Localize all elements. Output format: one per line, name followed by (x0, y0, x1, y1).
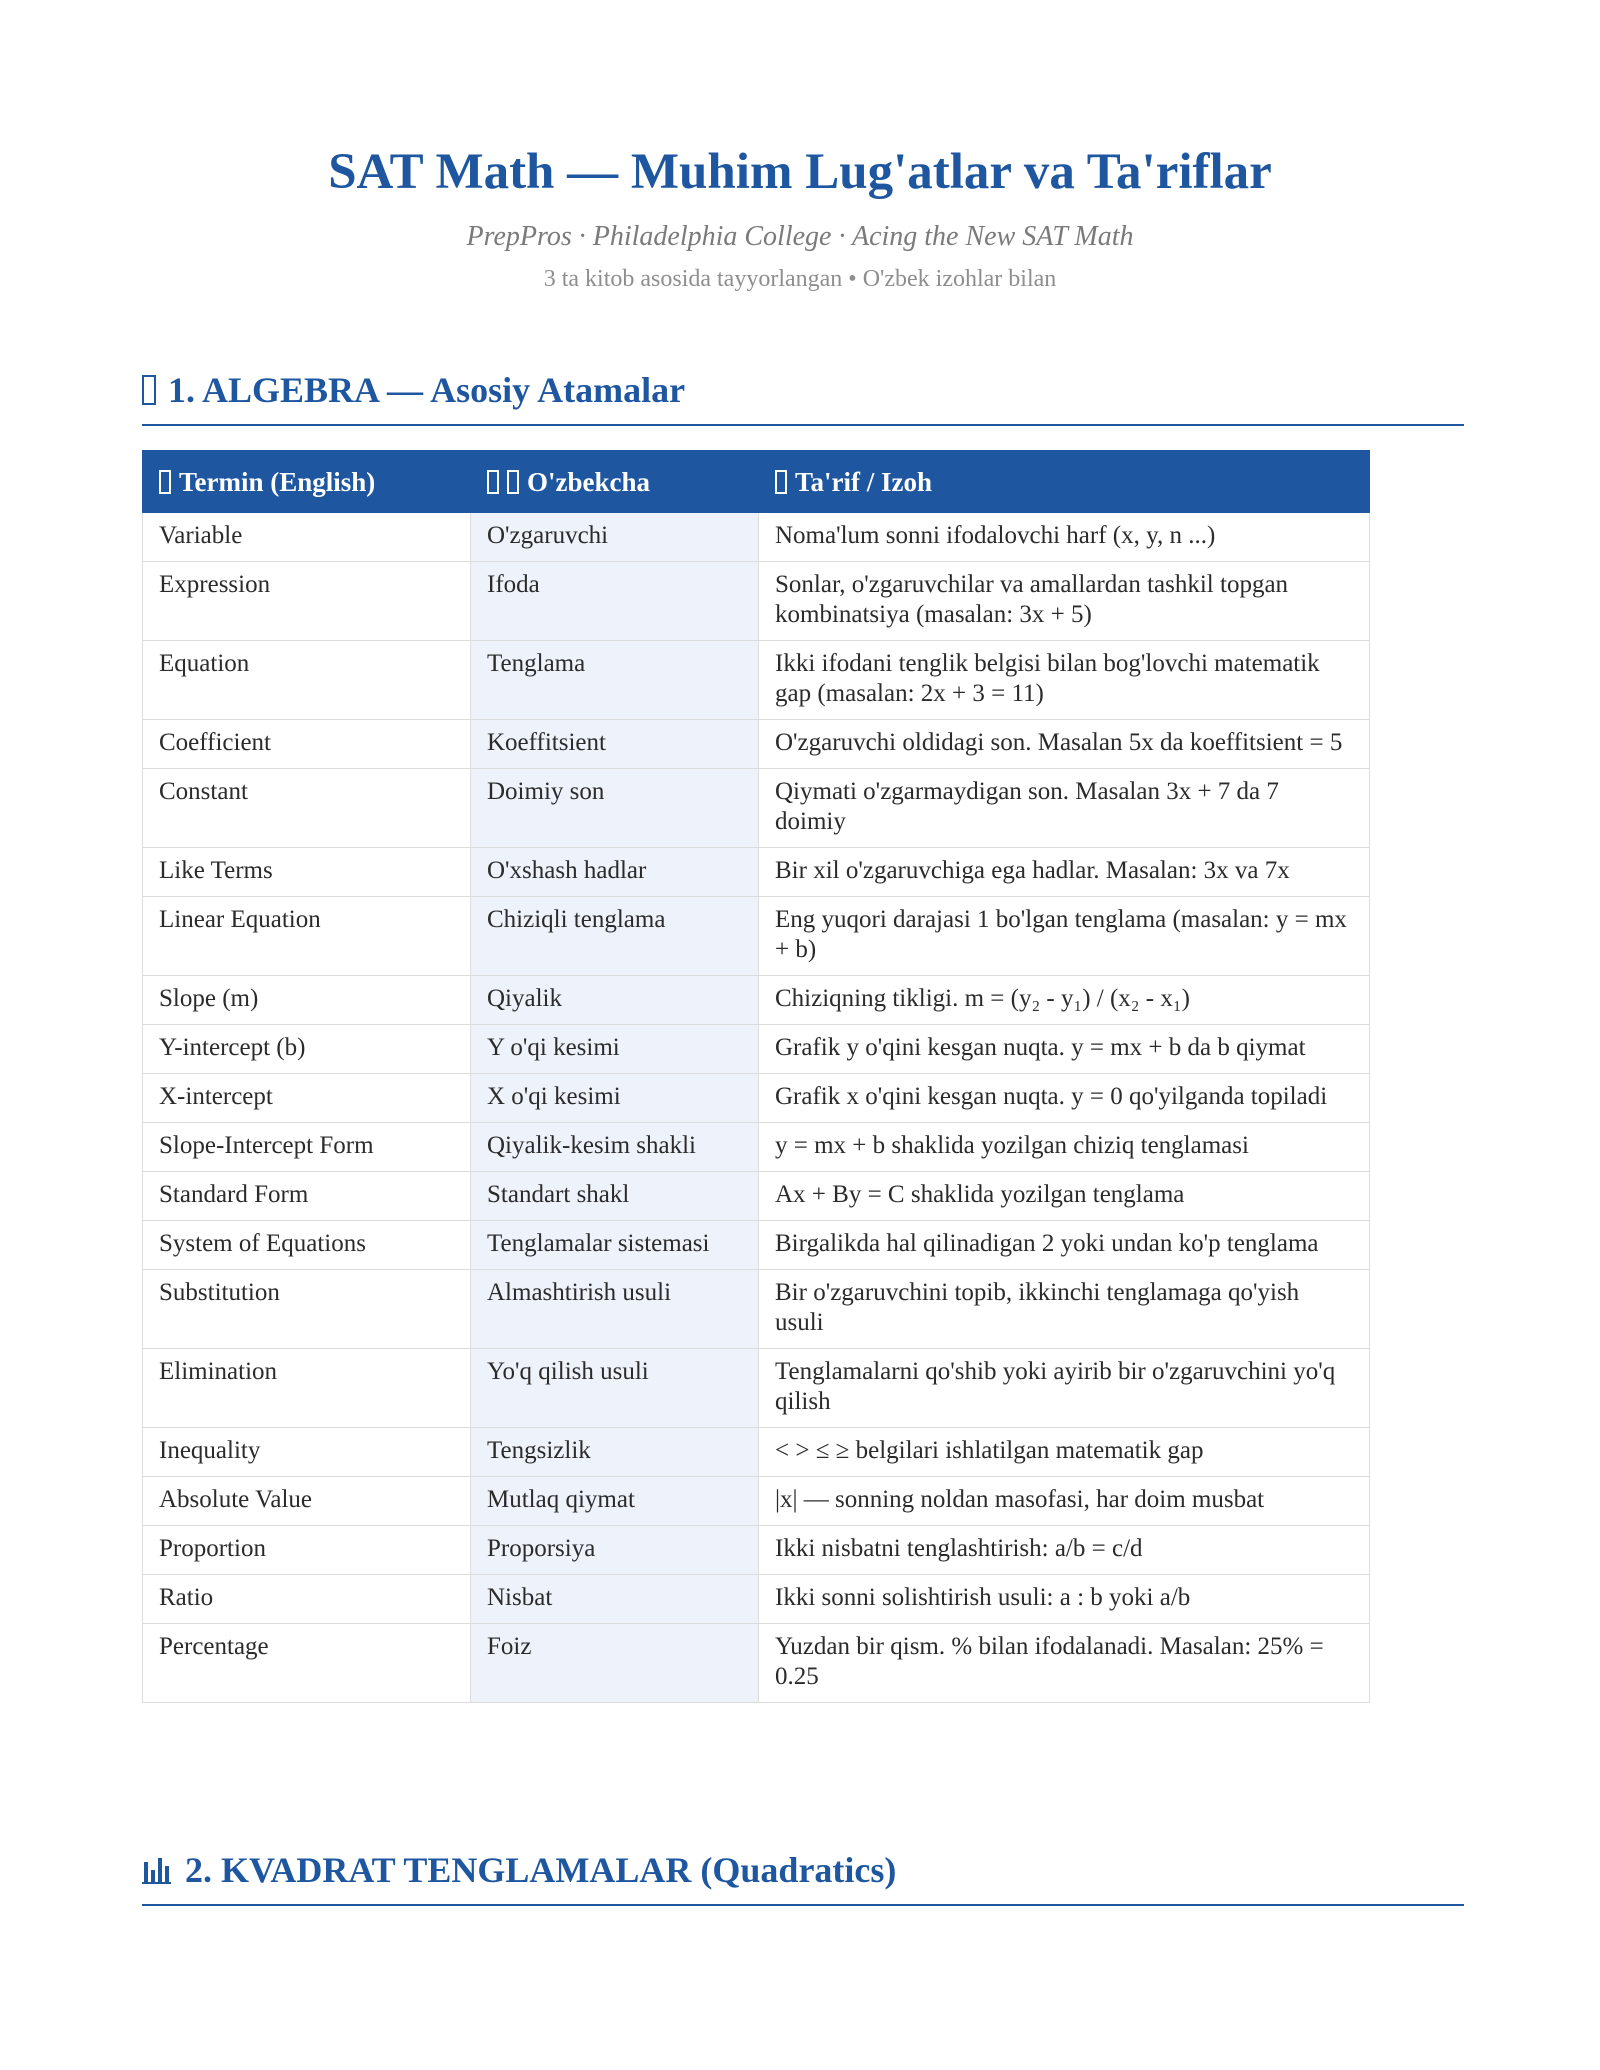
term-cell: Inequality (143, 1428, 471, 1477)
table-row (143, 1477, 1370, 1526)
term-cell: Y-intercept (b) (143, 1025, 471, 1074)
table-row (143, 1123, 1370, 1172)
uzbek-cell: Qiyalik-kesim shakli (471, 1123, 759, 1172)
term-cell: Variable (143, 513, 471, 562)
term-cell: Substitution (143, 1270, 471, 1349)
uzbek-cell: Foiz (471, 1624, 759, 1703)
uzbek-cell: Koeffitsient (471, 720, 759, 769)
table-row (143, 1172, 1370, 1221)
table-row (143, 1575, 1370, 1624)
term-cell: Percentage (143, 1624, 471, 1703)
missing-glyph-icon (775, 470, 787, 494)
bar-chart-icon (142, 1856, 171, 1884)
term-cell: Elimination (143, 1349, 471, 1428)
table-row (143, 1526, 1370, 1575)
uzbek-cell: Standart shakl (471, 1172, 759, 1221)
section-heading-quadratics (142, 1848, 1464, 1906)
definition-cell: Bir xil o'zgaruvchiga ega hadlar. Masalan: 3x va 7x (759, 848, 1370, 897)
table-row (143, 769, 1370, 848)
uzbek-cell: Yo'q qilish usuli (471, 1349, 759, 1428)
definition-cell: Qiymati o'zgarmaydigan son. Masalan 3x + 7 da 7 doimiy (759, 769, 1370, 848)
term-cell: Coefficient (143, 720, 471, 769)
uzbek-cell: Ifoda (471, 562, 759, 641)
table-row (143, 720, 1370, 769)
term-cell: Expression (143, 562, 471, 641)
uzbek-cell: O'zgaruvchi (471, 513, 759, 562)
table-row (143, 1270, 1370, 1349)
definition-cell: Chiziqning tikligi. m = (y₂ - y₁) / (x₂ - x₁) (759, 976, 1370, 1025)
uzbek-cell: Nisbat (471, 1575, 759, 1624)
term-cell: Absolute Value (143, 1477, 471, 1526)
missing-glyph-icon (487, 470, 499, 494)
table-row (143, 1221, 1370, 1270)
column-header-uzbek (471, 451, 759, 513)
definition-cell: y = mx + b shaklida yozilgan chiziq tenglamasi (759, 1123, 1370, 1172)
uzbek-cell: Y o'qi kesimi (471, 1025, 759, 1074)
table-row (143, 848, 1370, 897)
column-header-label: Termin (English) (179, 466, 376, 497)
table-row (143, 1428, 1370, 1477)
table-row (143, 1349, 1370, 1428)
term-cell: Equation (143, 641, 471, 720)
section-title: 1. ALGEBRA — Asosiy Atamalar (168, 370, 686, 410)
definition-cell: Birgalikda hal qilinadigan 2 yoki undan ko'p tenglama (759, 1221, 1370, 1270)
term-cell: Proportion (143, 1526, 471, 1575)
uzbek-cell: Proporsiya (471, 1526, 759, 1575)
table-row (143, 513, 1370, 562)
term-cell: X-intercept (143, 1074, 471, 1123)
term-cell: Ratio (143, 1575, 471, 1624)
term-cell: Like Terms (143, 848, 471, 897)
table-row (143, 562, 1370, 641)
term-cell: Standard Form (143, 1172, 471, 1221)
uzbek-cell: Doimiy son (471, 769, 759, 848)
table-row (143, 641, 1370, 720)
page-subtitle: PrepPros · Philadelphia College · Acing the New SAT Math (466, 221, 1134, 252)
term-cell: Slope-Intercept Form (143, 1123, 471, 1172)
glossary-table (142, 450, 1370, 1703)
definition-cell: Grafik x o'qini kesgan nuqta. y = 0 qo'yilganda topiladi (759, 1074, 1370, 1123)
term-cell: Constant (143, 769, 471, 848)
section-title: 2. KVADRAT TENGLAMALAR (Quadratics) (185, 1850, 897, 1890)
column-header-label: Ta'rif / Izoh (795, 466, 933, 497)
uzbek-cell: O'xshash hadlar (471, 848, 759, 897)
term-cell: Linear Equation (143, 897, 471, 976)
definition-cell: Noma'lum sonni ifodalovchi harf (x, y, n ...) (759, 513, 1370, 562)
definition-cell: Ax + By = C shaklida yozilgan tenglama (759, 1172, 1370, 1221)
uzbek-cell: Tenglamalar sistemasi (471, 1221, 759, 1270)
missing-glyph-icon (142, 375, 156, 405)
column-header-term (143, 451, 471, 513)
section-heading-algebra (142, 368, 1464, 426)
definition-cell: Bir o'zgaruvchini topib, ikkinchi tenglamaga qo'yish usuli (759, 1270, 1370, 1349)
definition-cell: Sonlar, o'zgaruvchilar va amallardan tashkil topgan kombinatsiya (masalan: 3x + 5) (759, 562, 1370, 641)
definition-cell: Tenglamalarni qo'shib yoki ayirib bir o'zgaruvchini yo'q qilish (759, 1349, 1370, 1428)
missing-glyph-icon (507, 470, 519, 494)
uzbek-cell: Almashtirish usuli (471, 1270, 759, 1349)
uzbek-cell: Qiyalik (471, 976, 759, 1025)
uzbek-cell: Mutlaq qiymat (471, 1477, 759, 1526)
column-header-label: O'zbekcha (527, 466, 651, 497)
table-row (143, 1624, 1370, 1703)
page-title: SAT Math — Muhim Lug'atlar va Ta'riflar (328, 144, 1272, 200)
uzbek-cell: Chiziqli tenglama (471, 897, 759, 976)
definition-cell: |x| — sonning noldan masofasi, har doim musbat (759, 1477, 1370, 1526)
table-row (143, 897, 1370, 976)
table-row (143, 1025, 1370, 1074)
term-cell: System of Equations (143, 1221, 471, 1270)
column-header-definition (759, 451, 1370, 513)
table-row (143, 976, 1370, 1025)
definition-cell: Ikki ifodani tenglik belgisi bilan bog'lovchi matematik gap (masalan: 2x + 3 = 11) (759, 641, 1370, 720)
definition-cell: Yuzdan bir qism. % bilan ifodalanadi. Masalan: 25% = 0.25 (759, 1624, 1370, 1703)
table-body (143, 513, 1370, 1703)
definition-cell: Grafik y o'qini kesgan nuqta. y = mx + b da b qiymat (759, 1025, 1370, 1074)
page-note: 3 ta kitob asosida tayyorlangan • O'zbek izohlar bilan (543, 266, 1057, 292)
term-cell: Slope (m) (143, 976, 471, 1025)
uzbek-cell: X o'qi kesimi (471, 1074, 759, 1123)
definition-cell: Ikki sonni solishtirish usuli: a : b yoki a/b (759, 1575, 1370, 1624)
definition-cell: Ikki nisbatni tenglashtirish: a/b = c/d (759, 1526, 1370, 1575)
table-header-row (143, 451, 1370, 513)
uzbek-cell: Tenglama (471, 641, 759, 720)
table-row (143, 1074, 1370, 1123)
document-header (0, 140, 1600, 294)
uzbek-cell: Tengsizlik (471, 1428, 759, 1477)
definition-cell: Eng yuqori darajasi 1 bo'lgan tenglama (masalan: y = mx + b) (759, 897, 1370, 976)
definition-cell: O'zgaruvchi oldidagi son. Masalan 5x da koeffitsient = 5 (759, 720, 1370, 769)
missing-glyph-icon (159, 470, 171, 494)
definition-cell: < > ≤ ≥ belgilari ishlatilgan matematik gap (759, 1428, 1370, 1477)
